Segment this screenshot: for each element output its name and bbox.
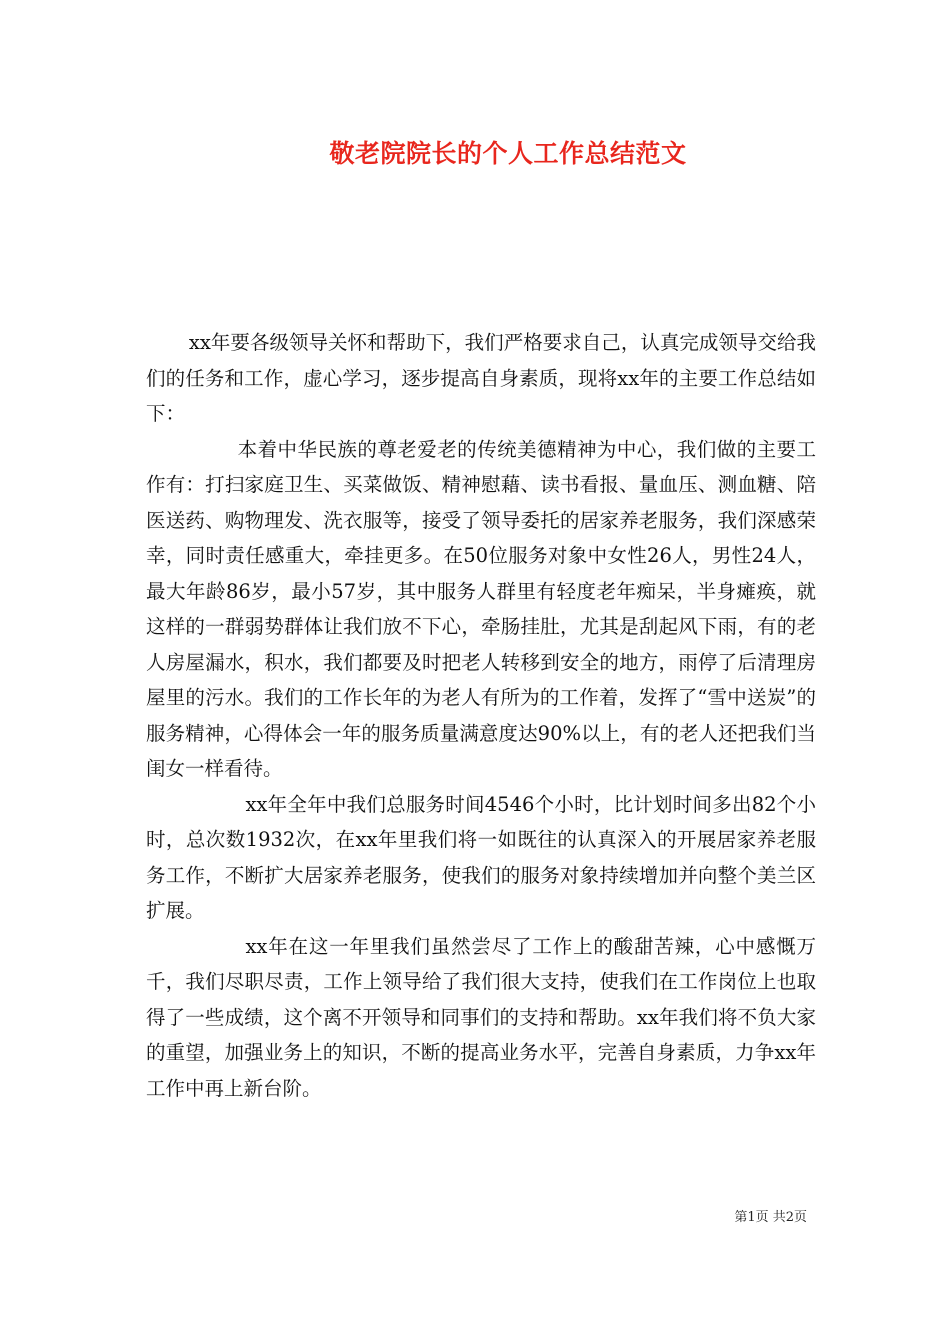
paragraph-3: xx年全年中我们总服务时间4546个小时，比计划时间多出82个小时，总次数1932次，在xx年里我们将一如既往的认真深入的开展居家养老服务工作，不断扩大居家养老服务，使我们的服务对象持续增加并向整个美兰区扩展。	[146, 792, 816, 922]
page-number-footer: 第1页 共2页	[734, 1210, 807, 1225]
paragraph-2: 本着中华民族的尊老爱老的传统美德精神为中心，我们做的主要工作有：打扫家庭卫生、买菜做饭、精神慰藉、读书看报、量血压、测血糖、陪医送药、购物理发、洗衣服等，接受了领导委托的居家养老服务，我们深感荣幸，同时责任感重大，牵挂更多。在50位服务对象中女性26人，男性24人，最大年龄86岁，最小57岁，其中服务人群里有轻度老年痴呆，半身瘫痪，就这样的一群弱势群体让我们放不下心，牵肠挂肚，尤其是刮起风下雨，有的老人房屋漏水，积水，我们都要及时把老人转移到安全的地方，雨停了后清理房屋里的污水。我们的工作长年的为老人有所为的工作着，发挥了“雪中送炭”的服务精神，心得体会一年的服务质量满意度达90%以上，有的老人还把我们当闺女一样看待。	[146, 437, 816, 780]
paragraph-1: xx年要各级领导关怀和帮助下，我们严格要求自己，认真完成领导交给我们的任务和工作，虚心学习，逐步提高自身素质，现将xx年的主要工作总结如下：	[146, 331, 816, 425]
paragraph-4: xx年在这一年里我们虽然尝尽了工作上的酸甜苦辣，心中感慨万千，我们尽职尽责，工作上领导给了我们很大支持，使我们在工作岗位上也取得了一些成绩，这个离不开领导和同事们的支持和帮助。xx年我们将不负大家的重望，加强业务上的知识，不断的提高业务水平，完善自身素质，力争xx年工作中再上新台阶。	[146, 934, 816, 1100]
document-body	[146, 325, 816, 1106]
document-title: 敬老院院长的个人工作总结范文	[329, 139, 687, 168]
